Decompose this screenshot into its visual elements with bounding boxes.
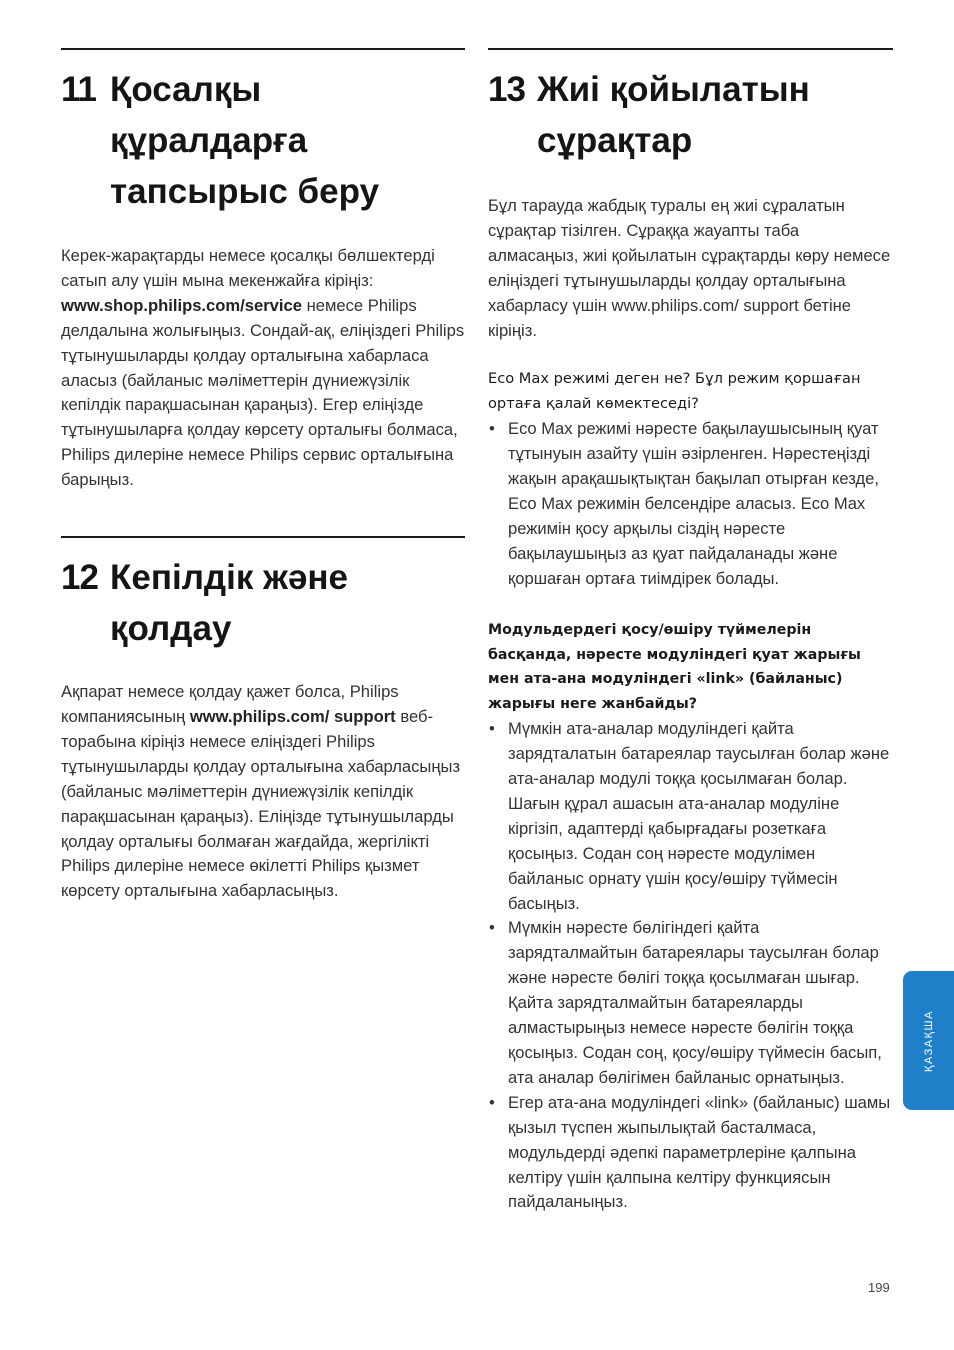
body-text: Ақпарат немесе қолдау қажет болса, Philips компаниясының <box>61 682 399 726</box>
section-title: Қосалқы құралдарға тапсырыс беру <box>110 70 380 211</box>
body-text: немесе Philips делдалына жолығыңыз. Сондай-ақ, еліңіздегі Philips тұтынушыларды қолдау орталығына хабарласа аласыз (байланыс мәліметтерін дүниежүзілік кепілдік парақшасынан қараңыз). Егер еліңізде тұтынушыларға қолдау көрсету орталығы болмаса, Philips дилеріне немесе Philips сервис орталығына барыңыз. <box>61 295 465 490</box>
list-item: • Егер ата-ана модуліндегі «link» (байланыс) шамы қызыл түспен жыпылықтай басталмаса, модульдерді әдепкі параметрлеріне қалпына келтіру үшін қалпына келтіру функциясын пайдаланыңыз. <box>488 1091 893 1216</box>
section-rule <box>61 48 465 50</box>
support-link[interactable]: www.philips.com/ support <box>189 706 396 726</box>
body-text: Керек-жарақтарды немесе қосалқы бөлшектерді сатып алу үшін мына мекенжайға кіріңіз: <box>61 246 435 290</box>
section-title: Жиі қойылатын сұрақтар <box>537 70 810 160</box>
language-tab <box>903 971 954 1110</box>
faq-intro: Бұл тарауда жабдық туралы ең жиі сұралатын сұрақтар тізілген. Сұраққа жауапты таба алмасаңыз, жиі қойылатын сұрақтарды көру немесе еліңіздегі тұтынушыларды қолдау орталығына хабарласу үшін www.philips.com/ support бетіне кіріңіз. <box>488 196 891 340</box>
left-column <box>61 48 465 904</box>
faq-question-1: Eco Max режимі деген не? Бұл режим қоршаған ортаға қалай көмектеседі? <box>488 370 861 413</box>
shop-link[interactable]: www.shop.philips.com/service <box>61 295 302 315</box>
section-rule <box>488 48 893 50</box>
section-number: 13 <box>488 70 525 109</box>
faq-answer-1 <box>488 417 893 591</box>
faq-question-2: Модульдердегі қосу/өшіру түймелерін басқанда, нәресте модуліндегі қуат жарығы мен ата-ана модуліндегі «link» (байланыс) жарығы неге жанбайды? <box>488 621 861 713</box>
page-number: 199 <box>868 1280 890 1295</box>
section-11-body <box>61 244 465 493</box>
section-rule <box>61 536 465 538</box>
list-item: • Мүмкін ата-аналар модуліндегі қайта зарядталатын батареялар таусылған болар және ата-аналар модулі тоққа қосылмаған болар. Шағын құрал ашасын ата-аналар модуліне кіргізіп, адаптерді қабырғадағы розеткаға қосыңыз. Содан соң нәресте модулімен байланыс орнату үшін қосу/өшіру түймесін басыңыз. <box>488 717 893 916</box>
section-13-heading <box>488 64 893 166</box>
body-text: веб-торабына кіріңіз немесе еліңіздегі Philips тұтынушыларды қолдау орталығына хабарласыңыз (байланыс мәліметтерін дүниежүзілік кепілдік парақшасынан қараңыз). Еліңізде тұтынушыларды қолдау орталығы болмаған жағдайда, жергілікті Philips дилеріне немесе өкілетті Philips қызмет көрсету орталығына хабарласыңыз. <box>61 706 461 901</box>
section-11-heading <box>61 64 465 217</box>
section-12-body <box>61 680 465 904</box>
section-number: 11 <box>61 70 96 109</box>
list-item: • Eco Max режимі нәресте бақылаушысының қуат тұтынуын азайту үшін әзірленген. Нәрестеңізді жақын арақашықтықтан бақылап отырған кезде, Eco Max режимін белсендіре аласыз. Eco Max режимін қосу арқылы сіздің нәресте бақылаушыңыз аз қуат пайдаланады және қоршаған ортаға тиімдірек болады. <box>488 417 893 591</box>
right-column <box>488 48 893 1215</box>
list-item: • Мүмкін нәресте бөлігіндегі қайта зарядталмайтын батареялары таусылған болар және нәресте бөлігі тоққа қосылмаған шығар. Қайта зарядталмайтын батареяларды алмастырыңыз немесе нәресте бөлігін тоққа қосыңыз. Содан соң, қосу/өшіру түймесін басып, ата аналар бөлігімен байланыс орнатыңыз. <box>488 916 893 1090</box>
section-title: Кепілдік және қолдау <box>110 558 348 649</box>
section-number: 12 <box>61 558 98 598</box>
language-tab-label: ҚАЗАҚША <box>922 1009 935 1072</box>
faq-answer-2 <box>488 717 893 1215</box>
section-12-heading <box>61 552 465 654</box>
